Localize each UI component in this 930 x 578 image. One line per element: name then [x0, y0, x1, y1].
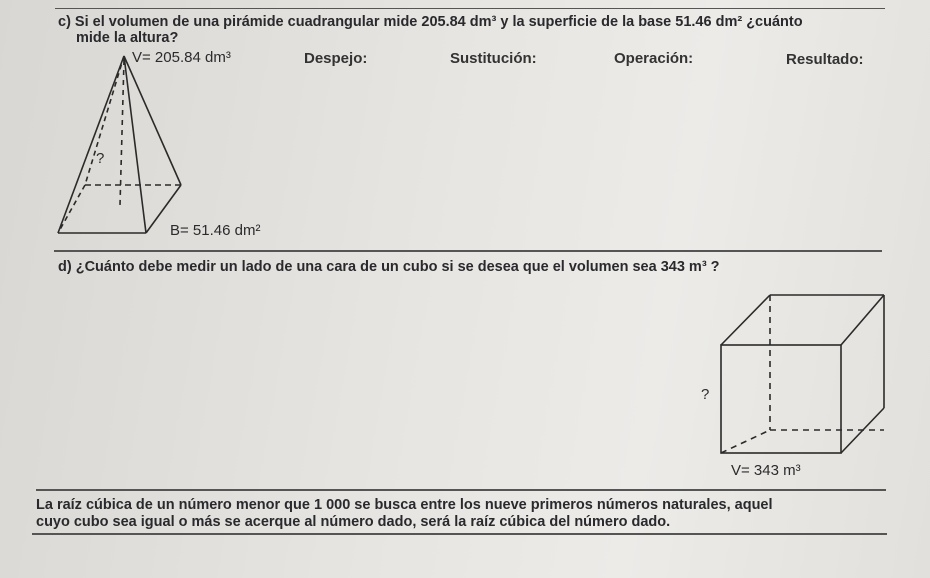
note-line1: La raíz cúbica de un número menor que 1 000 se busca entre los nueve primeros números naturales, aquel — [36, 497, 773, 513]
sustitucion-header: Sustitución: — [450, 50, 537, 67]
problem-c-line1: c) Si el volumen de una pirámide cuadrangular mide 205.84 dm³ y la superficie de la base 51.46 dm² ¿cuánto — [58, 14, 803, 30]
bottom-rule — [32, 533, 887, 535]
problem-c-line2: mide la altura? — [76, 30, 179, 46]
pyramid-base-label: B= 51.46 dm² — [170, 222, 261, 239]
pyramid-volume-label: V= 205.84 dm³ — [132, 49, 231, 66]
operacion-header: Operación: — [614, 50, 694, 67]
note-top-rule — [36, 489, 886, 491]
pyramid-height-label: ? — [96, 150, 105, 167]
cube-volume-label: V= 343 m³ — [731, 462, 801, 479]
note-line2: cuyo cubo sea igual o más se acerque al número dado, será la raíz cúbica del número dado. — [36, 514, 671, 530]
resultado-header: Resultado: — [786, 51, 864, 68]
cube-side-label: ? — [701, 386, 710, 403]
problem-d-question: d) ¿Cuánto debe medir un lado de una cara de un cubo si se desea que el volumen sea 343 m³ ? — [58, 259, 720, 275]
despejo-header: Despejo: — [304, 50, 368, 67]
